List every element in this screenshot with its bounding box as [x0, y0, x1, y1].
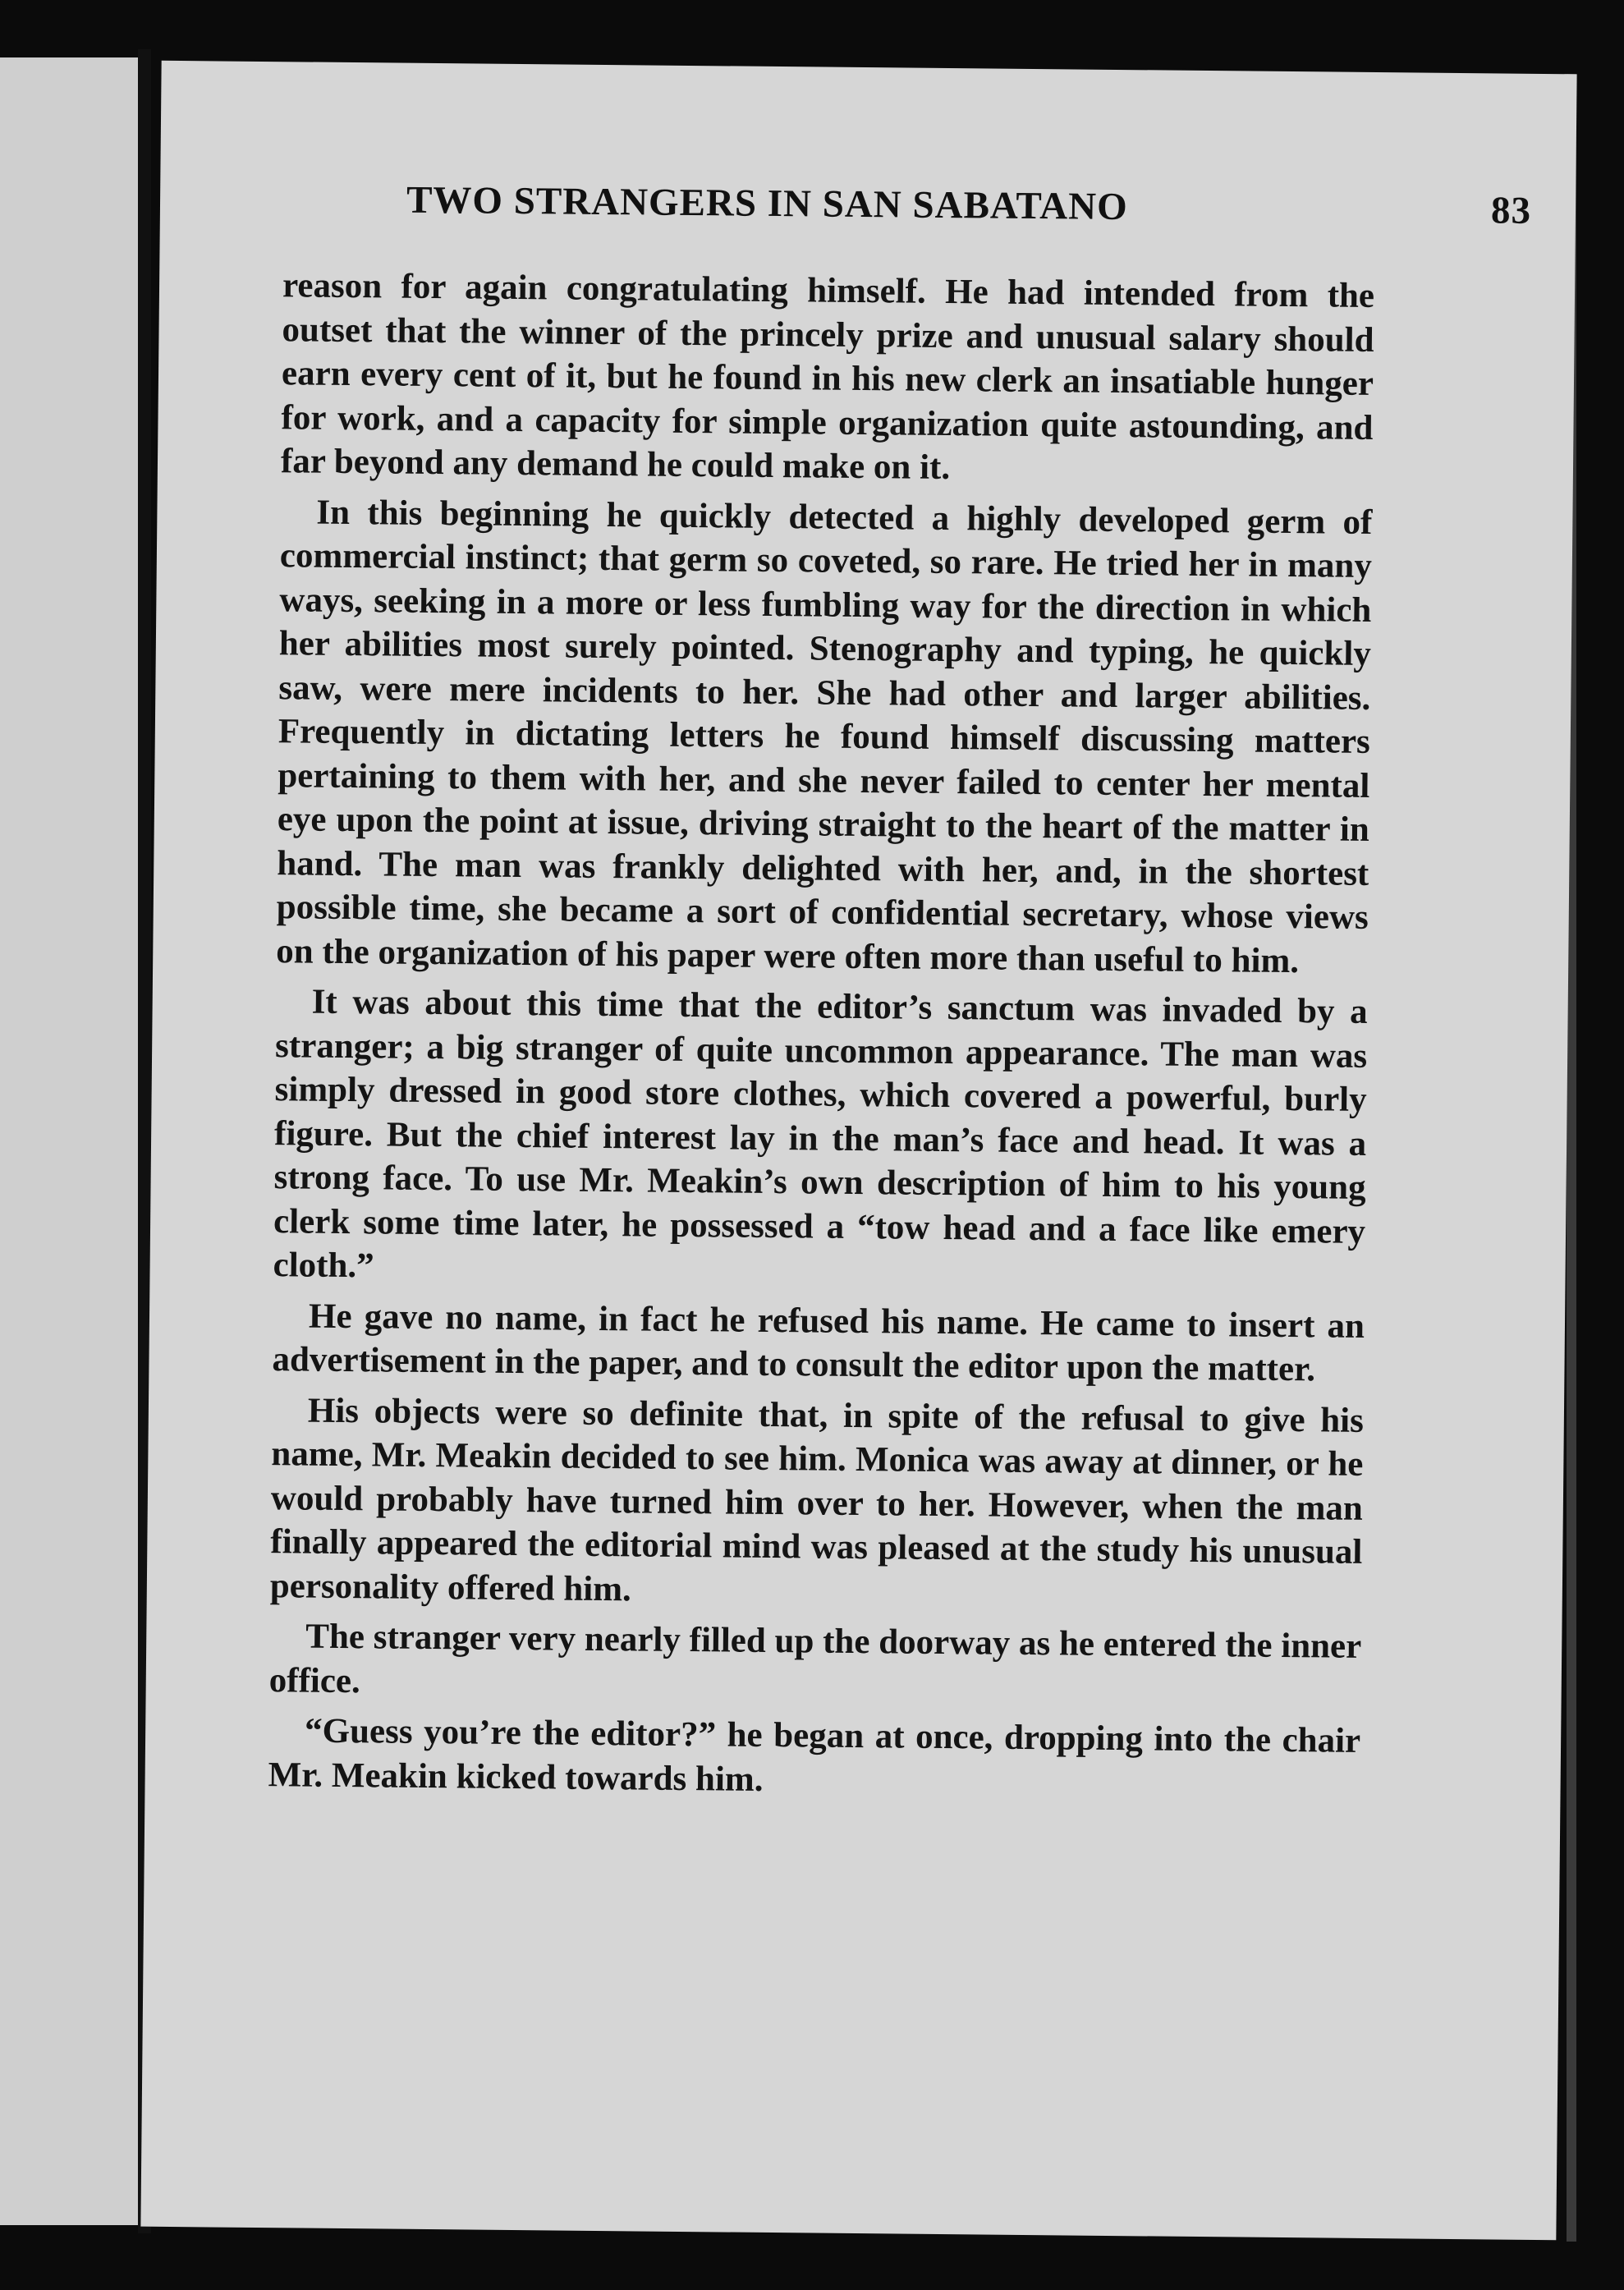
paragraph: It was about this time that the editor’s sanctum was invaded by a stranger; a big stranger of quite uncommon appearance. The man was simply dressed in good store clothes, which covered a powerful, burly figure. But the chief interest lay in the man’s face and head. It was a strong face. To use Mr. Meakin’s own description of him to his young clerk some time later, he possessed a “tow head and a face like emery cloth.”: [273, 982, 1368, 1286]
running-head: [406, 178, 1531, 233]
paragraph: In this beginning he quickly detected a highly developed germ of commercial instinct; that germ so coveted, so rare. He tried her in many ways, seeking in a more or less fumbling way for the direction in which her abilities most surely pointed. Stenography and typing, he quickly saw, were mere incidents to her. She had other and larger abilities. Frequently in dictating letters he found himself discussing matters pertaining to them with her, and she never failed to center her mental eye upon the point at issue, driving straight to the heart of the matter in hand. The man was frankly delighted with her, and, in the shortest possible time, she became a sort of confidential secretary, whose views on the organization of his paper were often more than useful to him.: [276, 493, 1373, 980]
paragraph: He gave no name, in fact he refused his name. He came to insert an advertisement in the paper, and to consult the editor upon the matter.: [272, 1296, 1365, 1389]
facing-page-edge: [0, 57, 138, 2225]
page-number: 83: [1490, 189, 1532, 232]
book-page: [140, 61, 1576, 2240]
running-head-title: TWO STRANGERS IN SAN SABATANO: [406, 178, 1128, 229]
body-text: [268, 264, 1374, 1814]
paragraph: His objects were so definite that, in spite of the refusal to give his name, Mr. Meakin decided to see him. Monica was away at dinner, or he would probably have turned him over to her. However, when the man finally appeared the editorial mind was pleased at the study his unusual personality offered him.: [269, 1391, 1365, 1609]
paragraph: reason for again congratulating himself. He had intended from the outset that the winner of the princely prize and unusual salary should earn every cent of it, but he found in his new clerk an insatiable hunger for work, and a capacity for simple organization quite astounding, and far beyond any demand he could make on it.: [280, 266, 1375, 488]
paragraph: “Guess you’re the editor?” he began at once, dropping into the chair Mr. Meakin kicked towards him.: [268, 1711, 1361, 1799]
paragraph: The stranger very nearly filled up the doorway as he entered the inner office.: [268, 1617, 1362, 1700]
